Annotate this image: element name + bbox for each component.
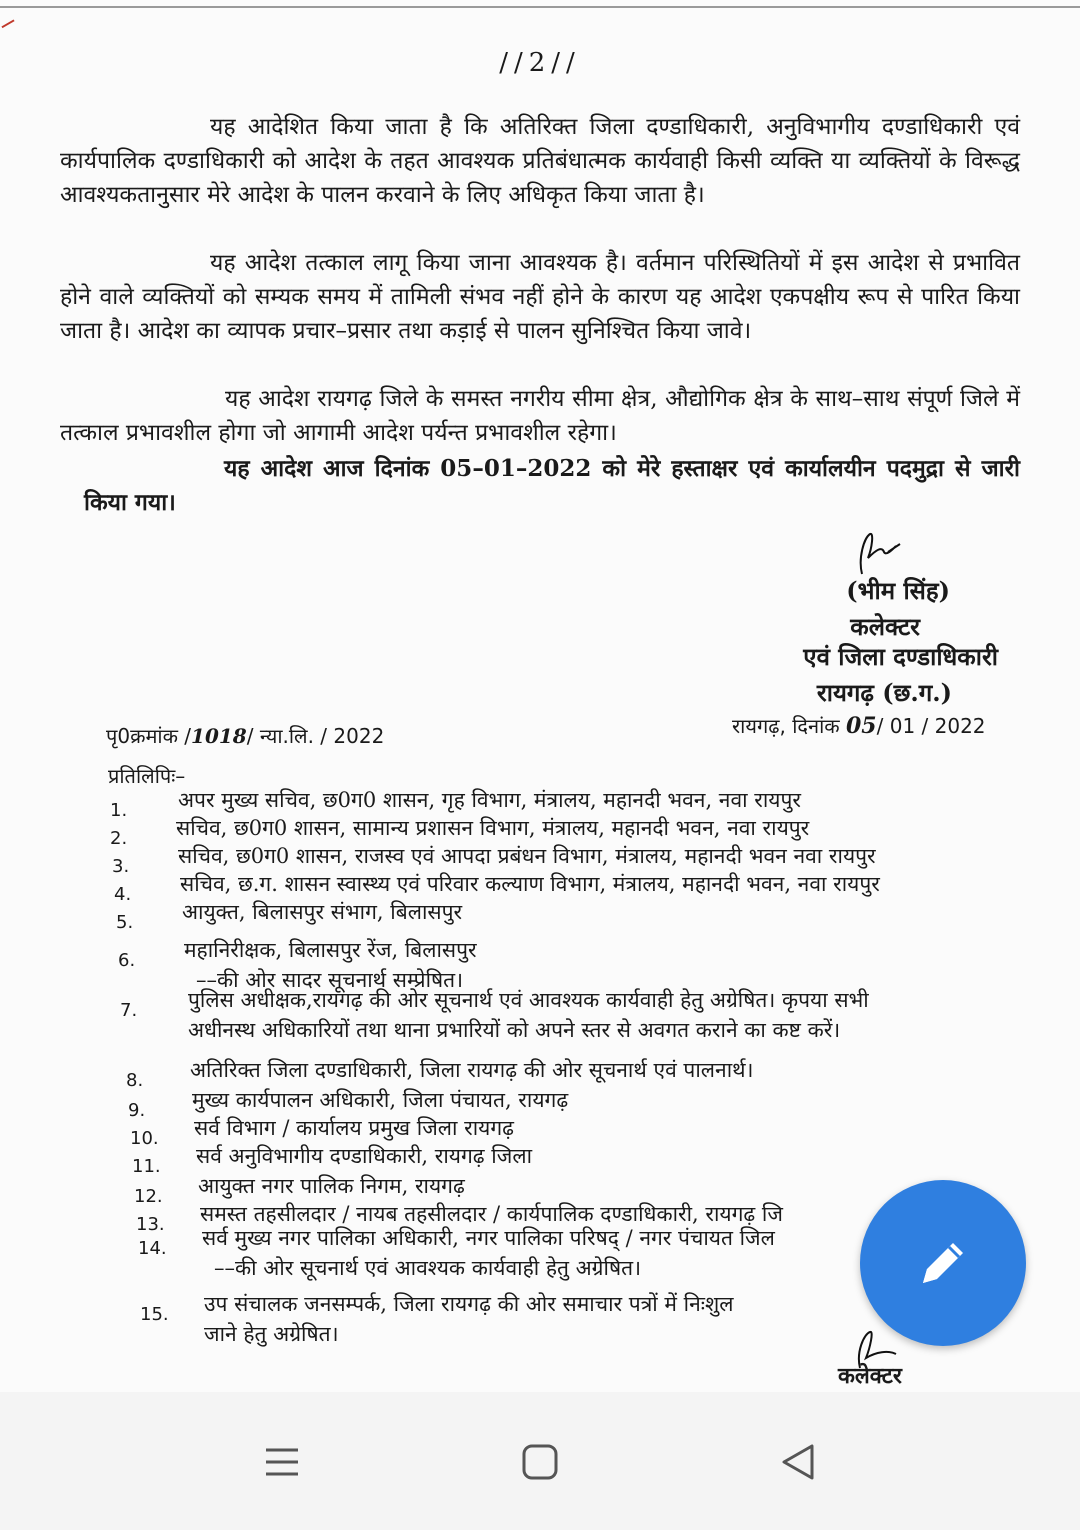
copy-item-text: सचिव, छ0ग0 शासन, राजस्व एवं आपदा प्रबंधन विभाग, मंत्रालय, महानदी भवन नवा रायपुर: [178, 844, 876, 868]
copy-item-number: 7.: [120, 1000, 138, 1021]
edit-fab-button[interactable]: [860, 1180, 1026, 1346]
paragraph-2-text: यह आदेश तत्काल लागू किया जाना आवश्यक है। वर्तमान परिस्थितियों में इस आदेश से प्रभावित होने वाले व्यक्तियों को सम्यक समय में तामिली संभव नहीं होने के कारण यह आदेश एकपक्षीय रूप से पारित किया जाता है। आदेश का व्यापक प्रचार–प्रसार तथा कड़ाई से पालन सुनिश्चित किया जावे।: [60, 250, 1020, 344]
triangle-back-icon: [778, 1442, 818, 1482]
copy-item-text: सचिव, छ.ग. शासन स्वास्थ्य एवं परिवार कल्याण विभाग, मंत्रालय, महानदी भवन, नवा रायपुर: [180, 872, 880, 896]
page-top-border: [0, 6, 1080, 8]
copy-item-number: 4.: [114, 884, 132, 905]
copy-item-text: अधीनस्थ अधिकारियों तथा थाना प्रभारियों को अपने स्तर से अवगत कराने का कष्ट करें।: [188, 1018, 841, 1042]
corner-mark: [1, 19, 20, 38]
copy-item-number: 13.: [136, 1214, 165, 1235]
bottom-signature-title: कलेक्टर: [838, 1363, 902, 1389]
copy-item-text: सचिव, छ0ग0 शासन, सामान्य प्रशासन विभाग, मंत्रालय, महानदी भवन, नवा रायपुर: [176, 816, 810, 840]
reference-number-suffix: / न्या.लि. / 2022: [246, 724, 385, 748]
copy-item-text: अतिरिक्त जिला दण्डाधिकारी, जिला रायगढ़ की ओर सूचनार्थ एवं पालनार्थ।: [190, 1058, 754, 1082]
reference-date-suffix: / 01 / 2022: [876, 714, 986, 738]
paragraph-4: [84, 452, 1020, 520]
copy-item-text: जाने हेतु अग्रेषित।: [204, 1322, 339, 1346]
copy-item-number: 8.: [126, 1070, 144, 1091]
copy-item-text: ––की ओर सादर सूचनार्थ सम्प्रेषित।: [196, 968, 464, 992]
nav-home-button[interactable]: [510, 1432, 570, 1492]
reference-number-handwritten: 1018: [191, 724, 247, 748]
page-number: //2//: [499, 48, 581, 78]
menu-icon: [262, 1442, 302, 1482]
copy-item-number: 11.: [132, 1156, 161, 1177]
copy-item-text: ––की ओर सूचनार्थ एवं आवश्यक कार्यवाही हेतु अग्रेषित।: [214, 1256, 642, 1280]
copy-item-number: 10.: [130, 1128, 159, 1149]
copy-item-number: 5.: [116, 912, 134, 933]
reference-date-label: रायगढ़, दिनांक: [732, 714, 840, 738]
copy-item-text: सर्व विभाग / कार्यालय प्रमुख जिला रायगढ़: [194, 1116, 514, 1140]
paragraph-3-text: यह आदेश रायगढ़ जिले के समस्त नगरीय सीमा क्षेत्र, औद्योगिक क्षेत्र के साथ–साथ संपूर्ण जिले में तत्काल प्रभावशील होगा जो आगामी आदेश पर्यन्त प्रभावशील रहेगा।: [60, 386, 1020, 446]
paragraph-4-text: यह आदेश आज दिनांक 05–01–2022 को मेरे हस्ताक्षर एवं कार्यालयीन पदमुद्रा से जारी किया गया।: [84, 455, 1020, 516]
square-home-icon: [520, 1442, 560, 1482]
copy-to-label: प्रतिलिपिः–: [108, 764, 186, 788]
copy-item-text: आयुक्त नगर पालिक निगम, रायगढ़: [198, 1174, 465, 1198]
paragraph-1-text: यह आदेशित किया जाता है कि अतिरिक्त जिला दण्डाधिकारी, अनुविभागीय दण्डाधिकारी एवं कार्यपालिक दण्डाधिकारी को आदेश के तहत आवश्यक प्रतिबंधात्मक कार्यवाही किसी व्यक्ति या व्यक्तियों के विरूद्ध आवश्यकतानुसार मेरे आदेश के पालन करवाने के लिए अधिकृत किया जाता है।: [60, 114, 1020, 208]
copy-item-text: समस्त तहसीलदार / नायब तहसीलदार / कार्यपालिक दण्डाधिकारी, रायगढ़ जि: [200, 1202, 783, 1226]
reference-number: [106, 722, 384, 749]
paragraph-1: [60, 110, 1020, 212]
reference-number-label: पृ0क्रमांक /: [106, 724, 192, 748]
reference-date: [732, 712, 986, 739]
copy-item-number: 1.: [110, 800, 128, 821]
copy-item-text: महानिरीक्षक, बिलासपुर रेंज, बिलासपुर: [184, 938, 477, 962]
paragraph-3: [60, 382, 1020, 450]
signatory-name: (भीम सिंह): [846, 576, 950, 605]
nav-back-button[interactable]: [768, 1432, 828, 1492]
copy-item-text: मुख्य कार्यपालन अधिकारी, जिला पंचायत, रायगढ़: [192, 1088, 569, 1112]
copy-item-text: सर्व मुख्य नगर पालिका अधिकारी, नगर पालिका परिषद् / नगर पंचायत जिल: [202, 1226, 775, 1250]
copy-item-text: सर्व अनुविभागीय दण्डाधिकारी, रायगढ़ जिला: [196, 1144, 533, 1168]
copy-item-text: पुलिस अधीक्षक,रायगढ़ की ओर सूचनार्थ एवं आवश्यक कार्यवाही हेतु अग्रेषित। कृपया सभी: [188, 988, 869, 1012]
copy-item-number: 9.: [128, 1100, 146, 1121]
signatory-designation: एवं जिला दण्डाधिकारी: [803, 642, 998, 671]
copy-item-number: 2.: [110, 828, 128, 849]
copy-item-text: उप संचालक जनसम्पर्क, जिला रायगढ़ की ओर समाचार पत्रों में निःशुल: [204, 1292, 734, 1316]
pencil-icon: [911, 1231, 975, 1295]
copy-item-number: 15.: [140, 1304, 169, 1325]
copy-item-text: अपर मुख्य सचिव, छ0ग0 शासन, गृह विभाग, मंत्रालय, महानदी भवन, नवा रायपुर: [178, 788, 801, 812]
paragraph-2: [60, 246, 1020, 348]
copy-item-number: 14.: [138, 1238, 167, 1259]
reference-date-handwritten: 05: [846, 713, 877, 739]
signatory-place: रायगढ़ (छ.ग.): [816, 678, 952, 707]
copy-item-number: 3.: [112, 856, 130, 877]
signatory-title: कलेक्टर: [850, 612, 920, 641]
nav-menu-button[interactable]: [252, 1432, 312, 1492]
system-navigation-bar: [0, 1392, 1080, 1530]
copy-item-number: 6.: [118, 950, 136, 971]
copy-item-text: आयुक्त, बिलासपुर संभाग, बिलासपुर: [182, 900, 463, 924]
copy-item-number: 12.: [134, 1186, 163, 1207]
